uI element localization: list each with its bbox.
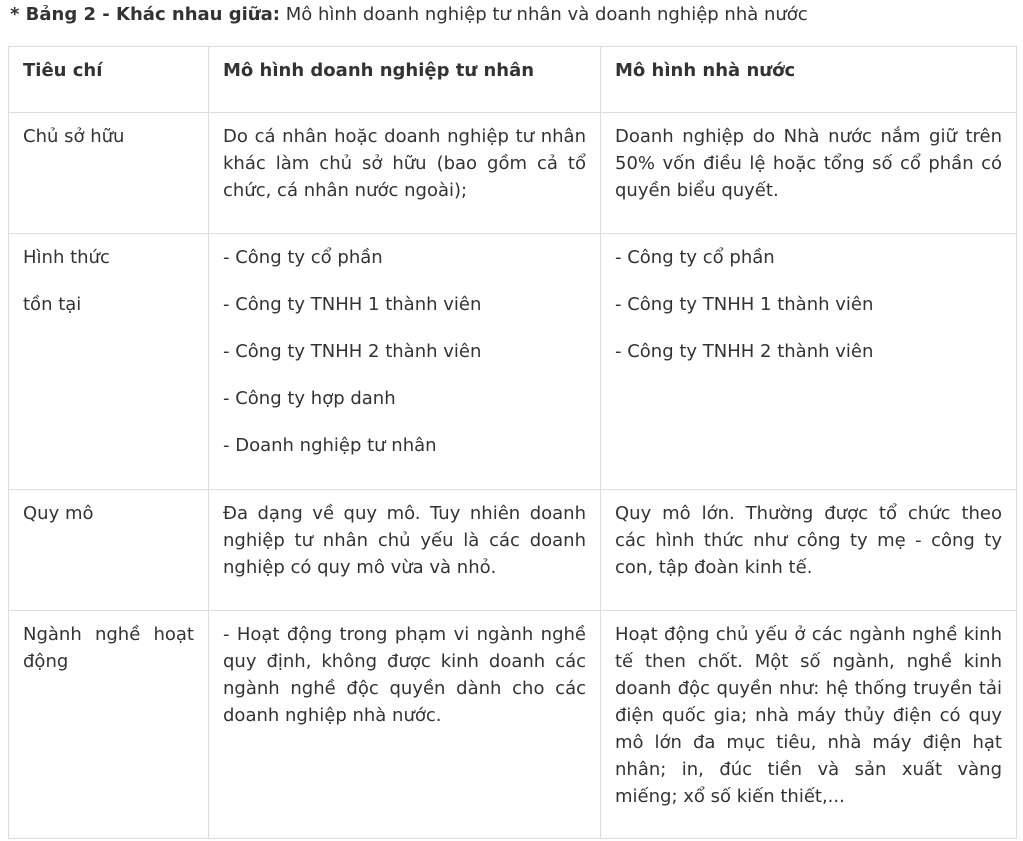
table-header-row (9, 47, 1017, 113)
cell-private (209, 234, 601, 490)
cell-text: Hoạt động chủ yếu ở các ngành nghề kinh tế then chốt. Một số ngành, nghề kinh doanh độc quyền như: hệ thống truyền tải điện quốc gia; nhà máy thủy điện có quy mô lớn đa mục tiêu, nhà máy điện hạt nhân; in, đúc tiền và sản xuất vàng miếng; xổ số kiến thiết,... (615, 624, 1002, 807)
header-state-model: Mô hình nhà nước (601, 47, 1017, 113)
cell-criterion (9, 234, 209, 490)
table-row (9, 234, 1017, 490)
cell-text: Do cá nhân hoặc doanh nghiệp tư nhân khác làm chủ sở hữu (bao gồm cả tổ chức, cá nhân nước ngoài); (223, 126, 586, 201)
table-row (9, 611, 1017, 839)
cell-state (601, 490, 1017, 611)
cell-text: Doanh nghiệp do Nhà nước nắm giữ trên 50% vốn điều lệ hoặc tổng số cổ phần có quyền biểu quyết. (615, 126, 1002, 201)
header-private-model: Mô hình doanh nghiệp tư nhân (209, 47, 601, 113)
cell-text: Chủ sở hữu (23, 126, 125, 147)
table-row (9, 113, 1017, 234)
cell-text: tồn tại (23, 294, 82, 315)
comparison-table (8, 46, 1017, 839)
table-row (9, 490, 1017, 611)
cell-text: Đa dạng về quy mô. Tuy nhiên doanh nghiệp tư nhân chủ yếu là các doanh nghiệp có quy mô vừa và nhỏ. (223, 503, 586, 578)
list-item: - Công ty TNHH 1 thành viên (223, 294, 482, 315)
list-item: - Công ty TNHH 2 thành viên (615, 341, 874, 362)
list-item: - Công ty cổ phần (223, 247, 383, 268)
caption-text: Mô hình doanh nghiệp tư nhân và doanh nghiệp nhà nước (279, 4, 808, 25)
cell-criterion (9, 490, 209, 611)
cell-state (601, 113, 1017, 234)
list-item: - Công ty hợp danh (223, 388, 396, 409)
table-caption (10, 4, 808, 26)
cell-text: - Hoạt động trong phạm vi ngành nghề quy định, không được kinh doanh các ngành nghề độc quyền dành cho các doanh nghiệp nhà nước. (223, 624, 586, 726)
header-criterion: Tiêu chí (9, 47, 209, 113)
list-item: - Công ty TNHH 2 thành viên (223, 341, 482, 362)
cell-criterion (9, 113, 209, 234)
list-item: - Doanh nghiệp tư nhân (223, 435, 437, 456)
cell-text: Quy mô lớn. Thường được tổ chức theo các hình thức như công ty mẹ - công ty con, tập đoàn kinh tế. (615, 503, 1002, 578)
cell-private (209, 611, 601, 839)
cell-text: Hình thức (23, 247, 110, 268)
cell-private (209, 113, 601, 234)
cell-text: Quy mô (23, 503, 94, 524)
cell-criterion (9, 611, 209, 839)
cell-private (209, 490, 601, 611)
list-item: - Công ty TNHH 1 thành viên (615, 294, 874, 315)
cell-state (601, 611, 1017, 839)
cell-state (601, 234, 1017, 490)
caption-bold: * Bảng 2 - Khác nhau giữa: (10, 4, 280, 25)
cell-text: Ngành nghề hoạt động (23, 624, 194, 672)
list-item: - Công ty cổ phần (615, 247, 775, 268)
